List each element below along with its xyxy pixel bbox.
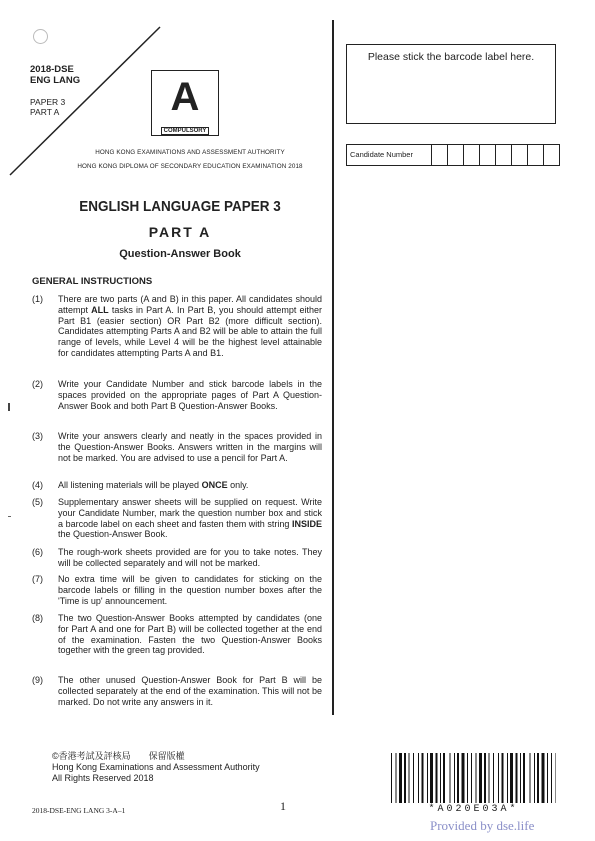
barcode-bar (430, 753, 433, 803)
diploma-name: HONG KONG DIPLOMA OF SECONDARY EDUCATION EXAMINATION 2018 (77, 163, 303, 170)
instruction-text: Supplementary answer sheets will be supplied on request. Write your Candidate Number, mark the question number box and stick a barcode label on each sheet and fasten them with string INSIDE the Question-Answer Book. (58, 497, 322, 540)
barcode-bar (516, 753, 518, 803)
barcode-label-box[interactable] (346, 44, 556, 124)
footer-code: 2018-DSE-ENG LANG 3-A–1 (32, 806, 126, 815)
copyright-notice (52, 751, 260, 784)
barcode-bar (534, 753, 535, 803)
barcode-bar (404, 753, 406, 803)
instructions-heading: GENERAL INSTRUCTIONS (32, 276, 153, 287)
margin-mark (8, 403, 10, 411)
instruction-text: The other unused Question-Answer Book for Part B will be collected separately at the end of the examination. This will not be marked. Do not write any answers in it. (58, 675, 322, 707)
barcode-bar (457, 753, 459, 803)
part-badge (151, 70, 219, 136)
barcode-bar (409, 753, 410, 803)
candidate-digit-box[interactable] (480, 145, 496, 165)
barcode-bar (427, 753, 428, 803)
barcode-bar (556, 753, 557, 803)
candidate-digit-box[interactable] (464, 145, 480, 165)
watermark-text: Provided by dse.life (430, 818, 535, 833)
barcode-bar (547, 753, 548, 803)
barcode-bar (454, 753, 455, 803)
exam-code: 2018-DSE (30, 64, 74, 75)
instruction-text: Write your Candidate Number and stick barcode labels in the spaces provided on the appropriate pages of Part A Question-Answer Book and both Part B Question-Answer Books. (58, 379, 322, 411)
candidate-digit-box[interactable] (544, 145, 559, 165)
candidate-number-label: Candidate Number (347, 145, 432, 165)
instruction-number: (1) (32, 294, 43, 304)
instruction-number: (6) (32, 547, 43, 557)
instruction-number: (8) (32, 613, 43, 623)
barcode-bar (418, 753, 419, 803)
instruction-number: (5) (32, 497, 43, 507)
instruction-item (32, 480, 322, 491)
barcode-bar (507, 753, 508, 803)
barcode-bar (523, 753, 525, 803)
instruction-item (32, 675, 322, 707)
barcode-bar (498, 753, 499, 803)
compulsory-label: COMPULSORY (161, 127, 210, 135)
instruction-item (32, 379, 322, 411)
barcode-bar (450, 753, 451, 803)
subject-code: ENG LANG (30, 75, 81, 86)
instruction-item (32, 431, 322, 463)
barcode-bar (467, 753, 468, 803)
barcode-bar (551, 753, 552, 803)
instruction-item (32, 547, 322, 569)
part-letter: A (170, 75, 200, 119)
copyright-chinese: ©香港考試及評核局 保留版權 (52, 751, 185, 761)
candidate-digit-box[interactable] (448, 145, 464, 165)
copyright-rights: All Rights Reserved 2018 (52, 773, 154, 783)
candidate-digit-box[interactable] (496, 145, 512, 165)
barcode-image (391, 753, 556, 803)
barcode-bar (493, 753, 494, 803)
barcode-bar (443, 753, 445, 803)
instruction-number: (3) (32, 431, 43, 441)
barcode-bar (530, 753, 531, 803)
instruction-number: (7) (32, 574, 43, 584)
barcode-bar (436, 753, 438, 803)
barcode-bar (520, 753, 521, 803)
vertical-divider (332, 20, 334, 715)
barcode-text: *A020E03A* (428, 804, 519, 815)
candidate-digit-box[interactable] (432, 145, 448, 165)
instruction-number: (9) (32, 675, 43, 685)
barcode-bar (396, 753, 397, 803)
paper-block (30, 97, 65, 117)
barcode-bar (422, 753, 424, 803)
instruction-item (32, 613, 322, 656)
barcode-bar (391, 753, 392, 803)
exam-code-block (30, 64, 80, 86)
barcode-bar (510, 753, 513, 803)
barcode-bar (476, 753, 477, 803)
barcode-bar (479, 753, 482, 803)
candidate-number-field[interactable] (346, 144, 560, 166)
copyright-authority: Hong Kong Examinations and Assessment Authority (52, 762, 260, 772)
barcode-bar (537, 753, 539, 803)
instruction-text: No extra time will be given to candidates for sticking on the barcode labels or filling in the question number boxes after the 'Time is up' announcement. (58, 574, 322, 606)
instruction-text: The two Question-Answer Books attempted by candidates (one for Part A and one for Part B) will be collected together at the end of the examination. Fasten the two Question-Answer Books together with the green tag provided. (58, 613, 322, 656)
margin-mark (8, 516, 11, 517)
instruction-item (32, 574, 322, 606)
instruction-text: Write your answers clearly and neatly in the spaces provided in the Question-Answer Books. Answers written in the margins will not be marked. You are advised to use a pencil for Part A. (58, 431, 322, 463)
instruction-text: The rough-work sheets provided are for you to take notes. They will be collected separately and will not be marked. (58, 547, 322, 568)
barcode-bar (413, 753, 414, 803)
instruction-text: All listening materials will be played ONCE only. (58, 480, 249, 490)
instruction-item (32, 497, 322, 540)
part-title: PART A (148, 224, 212, 240)
instruction-item (32, 294, 322, 359)
instruction-number: (2) (32, 379, 43, 389)
instruction-text: There are two parts (A and B) in this paper. All candidates should attempt ALL tasks in Part A. In Part B, you should attempt either Part B1 (easier section) OR Part B2 (more difficult section). Candidates attempting Parts A and B2 will be able to attain the full range of levels, while Level 4 will be the highest level attainable for candidates attempting Parts A and B1. (58, 294, 322, 358)
barcode-bar (542, 753, 545, 803)
book-title: Question-Answer Book (119, 248, 241, 260)
barcode-label-instruction: Please stick the barcode label here. (367, 51, 535, 63)
barcode-bar (489, 753, 490, 803)
candidate-digit-box[interactable] (528, 145, 544, 165)
instruction-number: (4) (32, 480, 43, 490)
barcode-bar (471, 753, 472, 803)
candidate-digit-box[interactable] (512, 145, 528, 165)
authority-name: HONG KONG EXAMINATIONS AND ASSESSMENT AUTHORITY (95, 149, 285, 156)
barcode-bar (462, 753, 465, 803)
barcode-bar (440, 753, 441, 803)
barcode-bar (502, 753, 504, 803)
paper-title: ENGLISH LANGUAGE PAPER 3 (79, 198, 281, 215)
barcode-bar (399, 753, 402, 803)
page-number: 1 (280, 799, 286, 813)
barcode-bar (484, 753, 486, 803)
paper-number: PAPER 3 (30, 97, 66, 107)
paper-part: PART A (30, 107, 60, 117)
